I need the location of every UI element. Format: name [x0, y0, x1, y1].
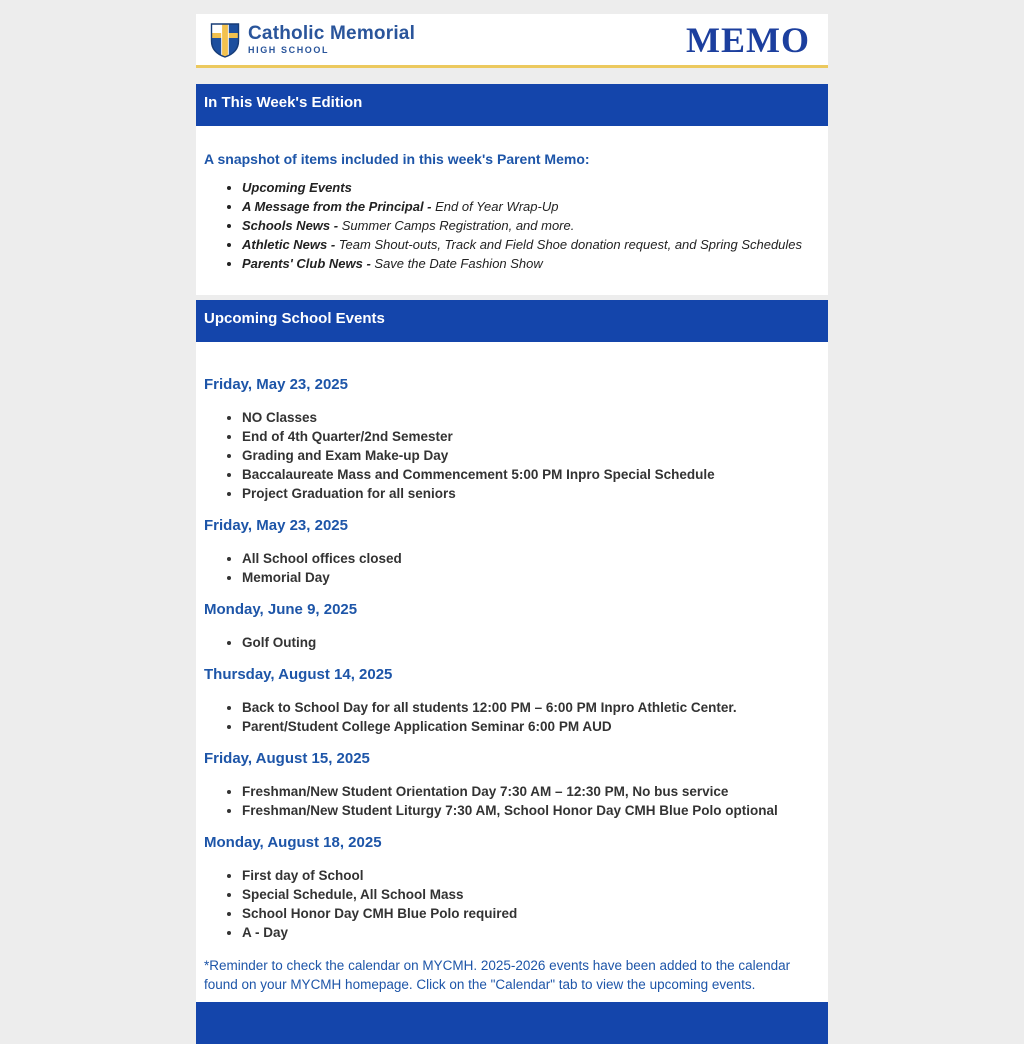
event-item: • Project Graduation for all seniors: [242, 484, 804, 503]
school-name: Catholic Memorial: [248, 23, 416, 44]
event-item: • First day of School: [242, 866, 804, 885]
edition-list-item: • A Message from the Principal - End of Year Wrap-Up: [242, 197, 804, 216]
event-list: [204, 782, 804, 820]
event-item: • Parent/Student College Application Seminar 6:00 PM AUD: [242, 717, 804, 736]
event-date-heading: Friday, May 23, 2025: [204, 376, 348, 393]
edition-list-item: [242, 178, 804, 197]
event-item: • End of 4th Quarter/2nd Semester: [242, 427, 804, 446]
school-crest-icon: [210, 22, 240, 58]
edition-item-title: Schools News -: [242, 218, 342, 233]
edition-list-item: • Athletic News - Team Shout-outs, Track and Field Shoe donation request, and Spring Schedules: [242, 235, 804, 254]
edition-item-title: Parents' Club News -: [242, 256, 375, 271]
school-subtitle: HIGH SCHOOL: [248, 45, 330, 55]
events-content: [196, 342, 828, 1002]
memo-header: [196, 14, 828, 68]
edition-section: [196, 84, 828, 295]
event-list: [204, 698, 804, 736]
event-item: • Freshman/New Student Orientation Day 7:30 AM – 12:30 PM, No bus service: [242, 782, 804, 801]
edition-banner: [196, 84, 828, 126]
event-item: • Freshman/New Student Liturgy 7:30 AM, School Honor Day CMH Blue Polo optional: [242, 801, 804, 820]
event-list: [204, 633, 804, 652]
edition-list: [204, 178, 804, 273]
event-item: • Golf Outing: [242, 633, 804, 652]
event-item: • Memorial Day: [242, 568, 804, 587]
school-brand: [210, 22, 415, 58]
edition-intro: A snapshot of items included in this week's Parent Memo:: [204, 151, 590, 167]
edition-content: [196, 126, 828, 295]
event-item: • Baccalaureate Mass and Commencement 5:00 PM Inpro Special Schedule: [242, 465, 804, 484]
edition-list-item: • Parents' Club News - Save the Date Fashion Show: [242, 254, 804, 273]
event-item: • A - Day: [242, 923, 804, 942]
edition-list-item: • Schools News - Summer Camps Registration, and more.: [242, 216, 804, 235]
event-list: [204, 866, 804, 942]
event-date-heading: Friday, May 23, 2025: [204, 517, 348, 534]
event-date-heading: Monday, June 9, 2025: [204, 601, 358, 618]
event-item: • School Honor Day CMH Blue Polo required: [242, 904, 804, 923]
event-list: [204, 408, 804, 503]
school-name-block: [248, 24, 415, 55]
events-banner-label: Upcoming School Events: [204, 309, 385, 327]
event-item: • Grading and Exam Make-up Day: [242, 446, 804, 465]
event-date-heading: Monday, August 18, 2025: [204, 834, 382, 851]
memo-title: MEMO: [686, 19, 810, 60]
event-date-heading: Thursday, August 14, 2025: [204, 666, 393, 683]
events-banner: [196, 300, 828, 342]
event-item: • Special Schedule, All School Mass: [242, 885, 804, 904]
next-section-banner: [196, 1002, 828, 1044]
event-item: • All School offices closed: [242, 549, 804, 568]
event-date-heading: Friday, August 15, 2025: [204, 750, 370, 767]
edition-item-title: Upcoming Events: [242, 180, 352, 195]
event-item: • NO Classes: [242, 408, 804, 427]
events-section: [196, 300, 828, 1044]
event-groups: [204, 376, 804, 942]
edition-banner-label: In This Week's Edition: [204, 93, 363, 111]
calendar-reminder: *Reminder to check the calendar on MYCMH. 2025-2026 events have been added to the calendar found on your MYCMH homepage. Click on the "Calendar" tab to view the upcoming events.: [204, 958, 791, 992]
event-list: [204, 549, 804, 587]
memo-page: [196, 0, 828, 1044]
edition-item-title: Athletic News -: [242, 237, 339, 252]
event-item: • Back to School Day for all students 12:00 PM – 6:00 PM Inpro Athletic Center.: [242, 698, 804, 717]
edition-item-title: A Message from the Principal -: [242, 199, 436, 214]
